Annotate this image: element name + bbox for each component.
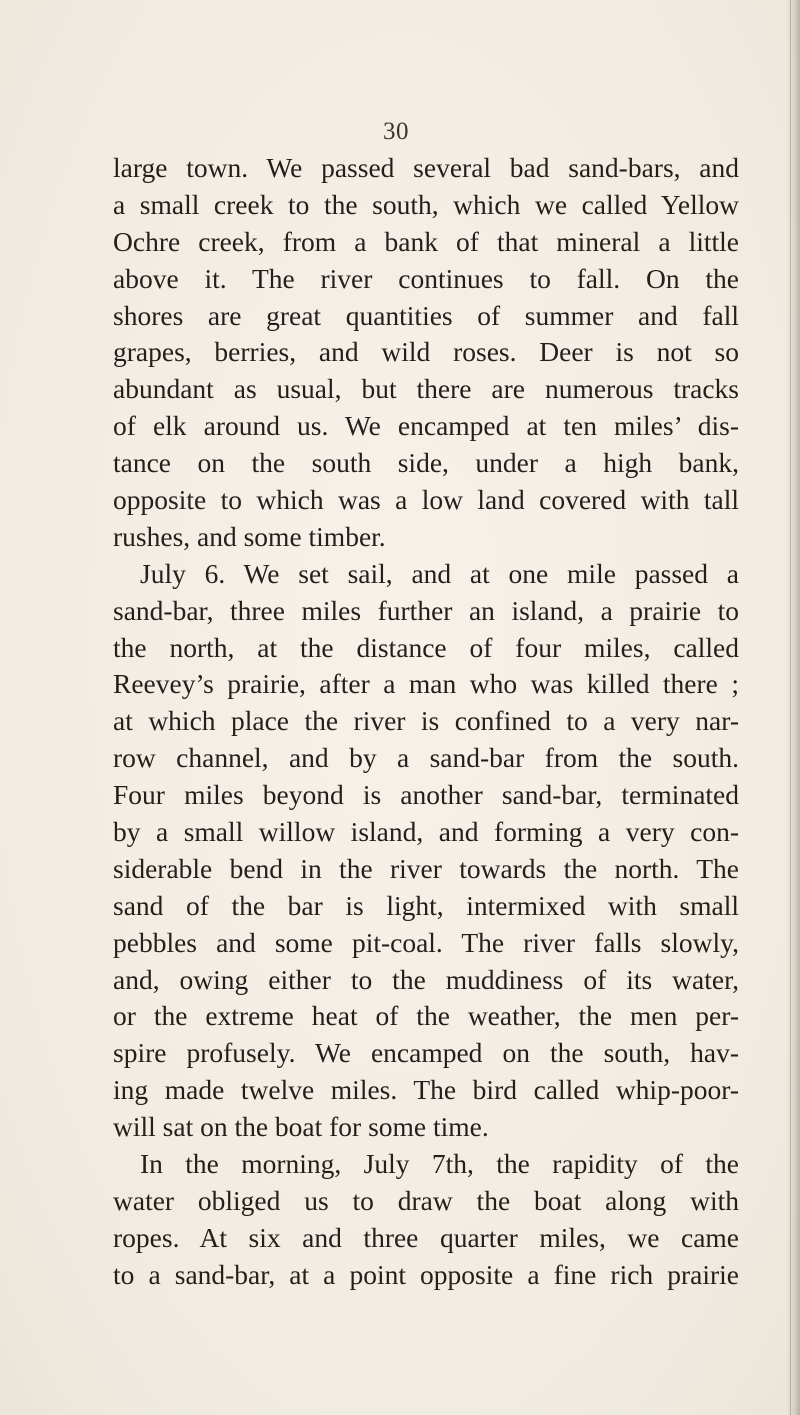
text-line: large town. We passed several bad sand-bars, and (113, 152, 739, 183)
text-line: sand of the bar is light, intermixed with small (113, 889, 739, 921)
page-edge-shadow (786, 0, 800, 1415)
text-line: will sat on the boat for some time. (113, 1111, 489, 1143)
text-line: pebbles and some pit-coal. The river falls slowly, (113, 926, 739, 958)
page-edge-line (790, 0, 791, 1415)
text-line: the north, at the distance of four miles, called (113, 631, 739, 663)
text-line: ropes. At six and three quarter miles, we came (113, 1221, 739, 1253)
text-line: by a small willow island, and forming a very con- (113, 816, 739, 848)
text-line: Four miles beyond is another sand-bar, terminated (113, 779, 739, 811)
text-line: rushes, and some timber. (113, 520, 386, 552)
text-line: abundant as usual, but there are numerous tracks (113, 373, 739, 405)
text-line: ing made twelve miles. The bird called whip-poor- (113, 1074, 739, 1106)
text-line: opposite to which was a low land covered with tall (113, 484, 739, 516)
text-line: to a sand-bar, at a point opposite a fine rich prairie (113, 1258, 739, 1290)
text-line: water obliged us to draw the boat along with (113, 1184, 739, 1216)
text-line: siderable bend in the river towards the north. The (113, 852, 739, 884)
text-line: tance on the south side, under a high bank, (113, 447, 739, 479)
text-line: a small creek to the south, which we called Yellow (113, 188, 739, 220)
text-line: above it. The river continues to fall. On the (113, 262, 739, 294)
text-line: July 6. We set sail, and at one mile passed a (140, 557, 739, 589)
text-line: Ochre creek, from a bank of that mineral a little (113, 225, 739, 257)
page-number: 30 (383, 118, 409, 145)
text-line: In the morning, July 7th, the rapidity of the (140, 1148, 739, 1180)
text-line: and, owing either to the muddiness of its water, (113, 963, 739, 995)
text-line: or the extreme heat of the weather, the men per- (113, 1000, 739, 1032)
text-line: row channel, and by a sand-bar from the south. (113, 742, 739, 774)
text-line: shores are great quantities of summer and fall (113, 299, 739, 331)
body-text (113, 150, 739, 1294)
text-line: sand-bar, three miles further an island, a prairie to (113, 594, 739, 626)
text-line: spire profusely. We encamped on the south, hav- (113, 1037, 739, 1069)
text-line: of elk around us. We encamped at ten miles’ dis- (113, 410, 739, 442)
text-line: grapes, berries, and wild roses. Deer is not so (113, 336, 739, 368)
text-line: Reevey’s prairie, after a man who was killed there ; (113, 668, 739, 700)
text-line: at which place the river is confined to a very nar- (113, 705, 739, 737)
